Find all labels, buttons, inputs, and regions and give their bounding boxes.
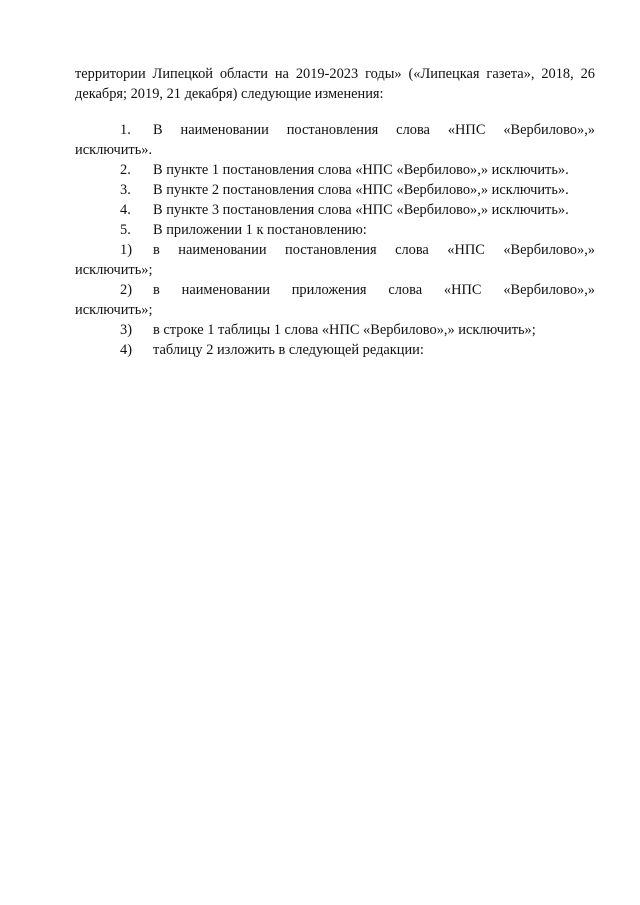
list-item-text-line-1: В наименовании постановления слова «НПС «Вербилово»,» [153, 122, 595, 138]
sub-item-text: в строке 1 таблицы 1 слова «НПС «Вербилово»,» исключить»; [153, 322, 536, 338]
sub-item-text: таблицу 2 изложить в следующей редакции: [153, 342, 424, 358]
list-item-number: 3. [120, 182, 131, 198]
list-item-4 [75, 200, 595, 220]
sub-item-text-line-1: в наименовании постановления слова «НПС «Вербилово»,» [153, 242, 595, 258]
intro-line-2: декабря; 2019, 21 декабря) следующие изменения: [75, 86, 384, 102]
sub-item-text-line-2: исключить»; [75, 302, 153, 318]
sub-item-1 [75, 240, 595, 260]
list-item-text: В приложении 1 к постановлению: [153, 222, 367, 238]
list-item-number: 2. [120, 162, 131, 178]
list-item-number: 1. [120, 122, 131, 138]
intro-line-1: территории Липецкой области на 2019-2023 годы» («Липецкая газета», 2018, 26 [75, 66, 595, 82]
intro-paragraph [75, 64, 595, 104]
list-item-text: В пункте 2 постановления слова «НПС «Вербилово»,» исключить». [153, 182, 569, 198]
list-item-1 [75, 120, 595, 140]
list-item-text: В пункте 3 постановления слова «НПС «Вербилово»,» исключить». [153, 202, 569, 218]
sub-item-text-line-2: исключить»; [75, 262, 153, 278]
paragraph-gap [75, 104, 595, 120]
sub-item-2 [75, 280, 595, 300]
sub-item-number: 1) [120, 242, 132, 258]
document-body [75, 64, 595, 360]
sub-item-4 [75, 340, 595, 360]
list-item-5 [75, 220, 595, 240]
list-item-number: 5. [120, 222, 131, 238]
sub-item-text-line-1: в наименовании приложения слова «НПС «Вербилово»,» [153, 282, 595, 298]
sub-item-number: 4) [120, 342, 132, 358]
list-item-number: 4. [120, 202, 131, 218]
sub-item-3 [75, 320, 595, 340]
list-item-3 [75, 180, 595, 200]
sub-item-number: 2) [120, 282, 132, 298]
list-item-2 [75, 160, 595, 180]
list-item-text: В пункте 1 постановления слова «НПС «Вербилово»,» исключить». [153, 162, 569, 178]
sub-item-number: 3) [120, 322, 132, 338]
list-item-text-line-2: исключить». [75, 142, 153, 158]
